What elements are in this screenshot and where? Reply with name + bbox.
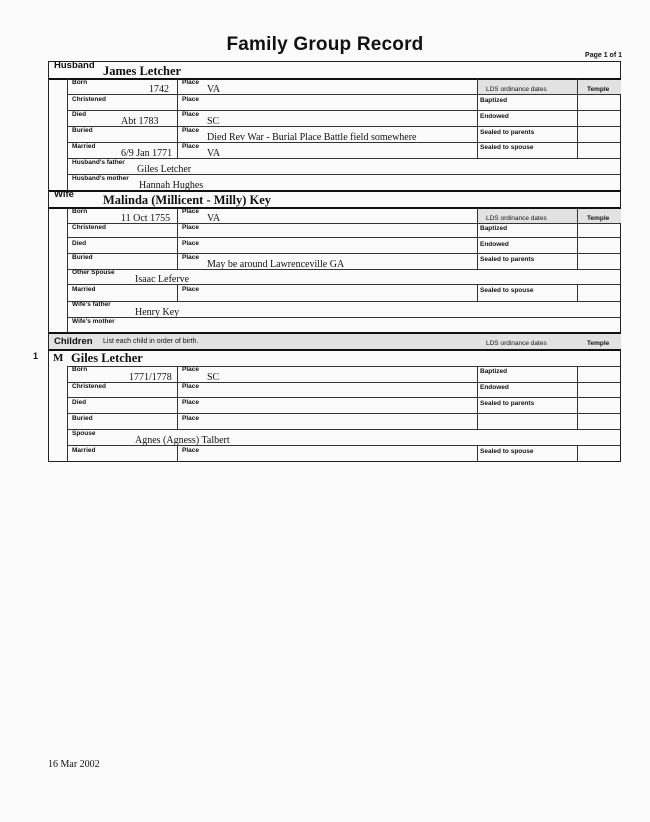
lds-dates-header: LDS ordinance dates: [486, 86, 547, 93]
wife-sealed-spouse-label: Sealed to spouse: [480, 287, 534, 294]
child-baptized-label: Baptized: [480, 368, 508, 375]
child-spouse-label: Spouse: [72, 430, 96, 437]
wife-baptized-label: Baptized: [480, 225, 508, 232]
children-lds-dates-header: LDS ordinance dates: [486, 340, 547, 347]
wife-born-date: 11 Oct 1755: [121, 213, 171, 224]
husbands-father-name: Giles Letcher: [137, 164, 192, 175]
husband-died-date: Abt 1783: [121, 116, 159, 127]
wife-born-place-label: Place: [182, 208, 199, 215]
husband-name: James Letcher: [103, 64, 182, 78]
husband-born-date: 1742: [149, 84, 169, 95]
wife-born-place: VA: [207, 213, 221, 224]
child-christened-label: Christened: [72, 383, 106, 390]
wife-married-place-label: Place: [182, 286, 199, 293]
wife-sealed-parents-label: Sealed to parents: [480, 256, 535, 263]
wife-other-spouse-label: Other Spouse: [72, 269, 115, 276]
husband-christened-place-label: Place: [182, 96, 199, 103]
child-born-place-label: Place: [182, 366, 199, 373]
husband-born-place: VA: [207, 84, 221, 95]
child-name: Giles Letcher: [71, 351, 143, 365]
child-number: 1: [33, 351, 39, 361]
wifes-father-label: Wife's father: [72, 301, 111, 308]
husbands-father-label: Husband's father: [72, 159, 125, 166]
husband-died-place-label: Place: [182, 111, 199, 118]
husband-married-label: Married: [72, 143, 96, 150]
wife-buried-place: May be around Lawrenceville GA: [207, 259, 345, 270]
husbands-mother-name: Hannah Hughes: [139, 180, 204, 191]
page-number: Page 1 of 1: [585, 52, 622, 59]
child-born-place: SC: [207, 372, 220, 383]
page-title: Family Group Record: [226, 34, 424, 55]
wife-endowed-label: Endowed: [480, 241, 509, 248]
husband-endowed-label: Endowed: [480, 113, 509, 120]
wife-label: Wife: [54, 189, 74, 200]
husband-baptized-label: Baptized: [480, 97, 508, 104]
husband-buried-place-label: Place: [182, 127, 199, 134]
wife-married-label: Married: [72, 286, 96, 293]
wife-lds-dates-header: LDS ordinance dates: [486, 215, 547, 222]
husband-buried-label: Buried: [72, 127, 93, 134]
husbands-mother-label: Husband's mother: [72, 175, 129, 182]
child-sex: M: [53, 352, 64, 364]
children-note: List each child in order of birth.: [103, 338, 199, 345]
wife-died-place-label: Place: [182, 240, 199, 247]
husband-married-place: VA: [207, 148, 221, 159]
child-married-label: Married: [72, 447, 96, 454]
husband-married-place-label: Place: [182, 143, 199, 150]
child-buried-place-label: Place: [182, 415, 199, 422]
children-temple-header: Temple: [587, 340, 610, 347]
child-born-date: 1771/1778: [129, 372, 172, 383]
family-group-sheet: [48, 61, 621, 462]
child-sealed-parents-label: Sealed to parents: [480, 400, 535, 407]
husband-christened-label: Christened: [72, 96, 106, 103]
wife-buried-place-label: Place: [182, 254, 199, 261]
husband-buried-place: Died Rev War - Burial Place Battle field somewhere: [207, 132, 417, 143]
husband-died-place: SC: [207, 116, 220, 127]
wifes-father-name: Henry Key: [135, 307, 180, 318]
husband-born-label: Born: [72, 79, 88, 86]
husband-label: Husband: [54, 60, 95, 71]
child-died-label: Died: [72, 399, 87, 406]
temple-header: Temple: [587, 86, 610, 93]
child-born-label: Born: [72, 366, 88, 373]
wife-temple-header: Temple: [587, 215, 610, 222]
children-label: Children: [54, 336, 93, 347]
child-spouse-name: Agnes (Agness) Talbert: [135, 435, 230, 446]
husband-sealed-spouse-label: Sealed to spouse: [480, 144, 534, 151]
wife-christened-label: Christened: [72, 224, 106, 231]
child-christened-place-label: Place: [182, 383, 199, 390]
husband-sealed-parents-label: Sealed to parents: [480, 129, 535, 136]
child-buried-label: Buried: [72, 415, 93, 422]
wife-other-spouse-name: Isaac Leferve: [135, 274, 190, 285]
husband-married-date: 6/9 Jan 1771: [121, 148, 173, 159]
child-endowed-label: Endowed: [480, 384, 509, 391]
wife-born-label: Born: [72, 208, 88, 215]
wife-name: Malinda (Millicent - Milly) Key: [103, 193, 272, 207]
child-married-place-label: Place: [182, 447, 199, 454]
husband-born-place-label: Place: [182, 79, 199, 86]
husband-died-label: Died: [72, 111, 87, 118]
wife-buried-label: Buried: [72, 254, 93, 261]
child-sealed-spouse-label: Sealed to spouse: [480, 448, 534, 455]
print-date: 16 Mar 2002: [48, 759, 100, 770]
wifes-mother-label: Wife's mother: [72, 318, 115, 325]
child-died-place-label: Place: [182, 399, 199, 406]
wife-died-label: Died: [72, 240, 87, 247]
wife-christened-place-label: Place: [182, 224, 199, 231]
